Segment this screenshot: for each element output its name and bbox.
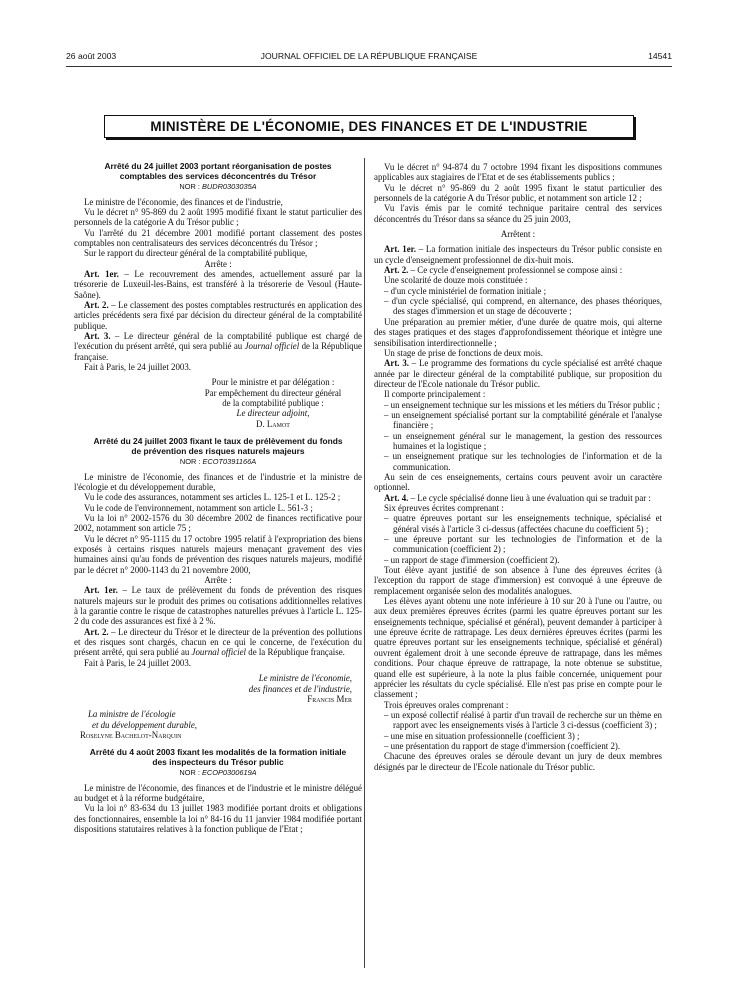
arrete3-rp2: Vu l'avis émis par le comité technique paritaire central des services déconcentrés du Trésor dans sa séance du 25 juin 2003, <box>374 203 662 224</box>
column-separator <box>364 158 365 968</box>
arrete1-art1: Art. 1er. – Le recouvrement des amendes, actuellement assuré par la trésorerie de Luxeuil-les-Bains, est transféré à la trésorerie de Vesoul (Haute-Saône). <box>74 268 362 300</box>
header-date: 26 août 2003 <box>66 51 117 61</box>
arrete3-art4: Art. 4. – Le cycle spécialisé donne lieu à une évaluation qui se traduit par : <box>384 492 651 503</box>
arrete3-rp1: Vu le décret n° 95-869 du 2 août 1995 fixant le statut particulier des personnels de la catégorie A du Trésor public, et notamment son article 12 ; <box>374 182 662 204</box>
arrete3-art2-l2: Une préparation au premier métier, d'une durée de quatre mois, qui alterne des stages pratiques et des stages d'approfondissement théorique et intègre une sensibilisation interdirectionnelle ; <box>374 316 662 348</box>
arrete3-art2: Art. 2. – Ce cycle d'enseignement professionnel se compose ainsi : <box>384 265 623 276</box>
arrete3-art2-b0: – d'un cycle ministériel de formation initiale ; <box>384 285 547 296</box>
arrete2-sigA2: des finances et de l'industrie, <box>248 683 352 694</box>
arrete3-art3-b0: – un enseignement technique sur les missions et les métiers du Trésor public ; <box>384 399 660 410</box>
arrete3-oral-b2: – une présentation du rapport de stage d'immersion (coefficient 2). <box>384 740 621 751</box>
arrete2-sigA1: Le ministre de l'économie, <box>258 673 352 684</box>
arrete3-art4-b1: – une épreuve portant sur les technologies de l'information et de la communication (coefficient 2) ; <box>384 534 662 555</box>
header-journal-title: JOURNAL OFFICIEL DE LA RÉPUBLIQUE FRANÇAISE <box>260 51 478 61</box>
arrete1-p3: Sur le rapport du directeur général de la comptabilité publique, <box>84 248 308 259</box>
arrete3-art4-b2: – un rapport de stage d'immersion (coefficient 2). <box>384 554 560 565</box>
arrete3-art3-l1: Il comporte principalement : <box>384 389 486 400</box>
arrete3-nor: NOR : ECOP0300619A <box>179 768 257 778</box>
arrete3-art4-p1: Les élèves ayant obtenu une note inférieure à 10 sur 20 à l'une ou l'autre, ou aux deux premières épreuves écrites (parmi les quatre épreuves portant sur les enseignements technique, spécialisé et général), peuvent demander à participer à une épreuve écrite de rattrapage. Les deux dernières épreuves écrites (parmi les quatre épreuves portant sur les enseignements technique, spécialisé et général) ouvrent également droit à une seconde épreuve de rattrapage, dans les mêmes conditions. Pour chaque épreuve de rattrapage, la note obtenue se substitue, quand elle est supérieure, à la note la plus faible concernée, uniquement pour apprécier les résultats du cycle spécialisé. Elle n'est pas prise en compte pour le classement ; <box>374 596 662 700</box>
arrete3-art2-l3: Un stage de prise de fonctions de deux mois. <box>384 347 543 358</box>
arrete2-nor: NOR : ECOT0391166A <box>179 457 257 467</box>
arrete3-art1: Art. 1er. – La formation initiale des inspecteurs du Trésor public consiste en un cycle d'enseignement professionnel de dix-huit mois. <box>374 244 662 265</box>
arrete2-fait: Fait à Paris, le 24 juillet 2003. <box>84 657 191 668</box>
arrete2-p0: Le ministre de l'économie, des finances et de l'industrie et la ministre de l'écologie et du développement durable, <box>74 471 362 492</box>
arrete2-p1: Vu le code des assurances, notamment ses articles L. 125-1 et L. 125-2 ; <box>84 492 341 503</box>
arrete2-sigA3: Francis Mer <box>307 693 352 704</box>
arrete1-p2: Vu l'arrêté du 21 décembre 2001 modifié portant classement des postes comptables non centralisateurs des services déconcentrés du Trésor ; <box>74 227 362 248</box>
arrete3-art3: Art. 3. – Le programme des formations du cycle spécialisé est arrêté chaque année par le directeur général de la comptabilité publique, sur proposition du directeur de l'Ecole nationale du Trésor public. <box>374 358 663 389</box>
arrete1-art3: Art. 3. – Le directeur général de la comptabilité publique est chargé de l'exécution du présent arrêté, qui sera publié au Journal officiel de la République française. <box>74 331 363 362</box>
ministry-heading: MINISTÈRE DE L'ÉCONOMIE, DES FINANCES ET DE L'INDUSTRIE <box>104 115 634 138</box>
arrete3-art3-b1: – un enseignement spécialisé portant sur la comptabilité générale et l'analyse financière ; <box>384 409 662 431</box>
running-header <box>66 51 672 63</box>
arrete2-title: Arrêté du 24 juillet 2003 fixant le taux de prélèvement du fonds de prévention des risques naturels majeurs <box>93 436 343 456</box>
arrete3-oral-b0: – un exposé collectif réalisé à partir d'un travail de recherche sur un thème en rapport avec les enseignements visés à l'article 3 ci-dessus (coefficient 3) ; <box>384 709 662 731</box>
arrete3-art4-p0: Tout élève ayant justifié de son absence à l'une des épreuves écrites (à l'exception du rapport de stage d'immersion) est convoqué à une épreuve de remplacement organisée selon des modalités analogues. <box>374 565 662 596</box>
arrete3-oral-l1: Trois épreuves orales comprenant : <box>384 699 509 710</box>
arrete3-rp0: Vu le décret n° 94-874 du 7 octobre 1994 fixant les dispositions communes applicables aux stagiaires de l'Etat et de ses établissements publics ; <box>374 162 662 183</box>
arrete2-art2: Art. 2. – Le directeur du Trésor et le directeur de la prévention des pollutions et des risques sont chargés, chacun en ce qui le concerne, de l'exécution du présent arrêté, qui sera publié au Journal officiel de la République française. <box>74 626 363 658</box>
arrete3-p0: Le ministre de l'économie, des finances et de l'industrie et le ministre délégué au budget et à la réforme budgétaire, <box>74 782 362 804</box>
arrete3-arretent: Arrêtent : <box>500 229 536 240</box>
right-column <box>374 162 662 772</box>
arrete2-sigB2: et du développement durable, <box>92 719 197 730</box>
arrete2-p4: Vu le décret n° 95-1115 du 17 octobre 1995 relatif à l'expropriation des biens exposés à certains risques naturels majeurs menaçant gravement des vies humaines ainsi qu'au fonds de prévention des risques naturels majeurs, modifié par le décret n° 2000-1143 du 21 novembre 2000, <box>74 533 362 575</box>
arrete1-title: Arrêté du 24 juillet 2003 portant réorganisation de postes comptables des services déconcentrés du Trésor <box>104 161 332 181</box>
arrete1-sig2: Par empêchement du directeur général <box>204 387 342 398</box>
left-column <box>74 162 362 834</box>
arrete2-arrete: Arrête : <box>204 575 232 586</box>
arrete3-art4-b0: – quatre épreuves portant sur les enseignements technique, spécialisé et général visés à l'article 3 ci-dessus (affectées chacune du coefficient 5) ; <box>384 513 662 534</box>
arrete2-sigB3: Roselyne Bachelot-Narquin <box>80 729 182 740</box>
arrete1-sig3: de la comptabilité publique : <box>222 398 324 409</box>
arrete3-art2-b1: – d'un cycle spécialisé, qui comprend, en alternance, des phases théoriques, des stages d'immersion et un stage de découverte ; <box>384 296 662 317</box>
arrete1-art2: Art. 2. – Le classement des postes comptables restructurés en application des articles précédents sera fixé par décision du directeur général de la comptabilité publique. <box>74 299 362 331</box>
arrete1-fait: Fait à Paris, le 24 juillet 2003. <box>84 362 191 373</box>
header-rule <box>66 66 672 67</box>
arrete2-art1: Art. 1er. – Le taux de prélèvement du fonds de prévention des risques naturels majeurs sur le produit des primes ou cotisations additionnelles relatives à la garantie contre le risque de catastrophes naturelles prévues à l'article L. 125-2 du code des assurances est fixé à 2 %. <box>74 585 362 627</box>
arrete1-nor: NOR : BUDR0303035A <box>179 182 257 192</box>
arrete2-p3: Vu la loi n° 2002-1576 du 30 décembre 2002 de finances rectificative pour 2002, notamment son article 75 ; <box>74 513 362 534</box>
header-page-number: 14541 <box>648 51 672 61</box>
arrete3-p1: Vu la loi n° 83-634 du 13 juillet 1983 modifiée portant droits et obligations des fonctionnaires, ensemble la loi n° 84-16 du 11 janvier 1984 modifiée portant dispositions statutaires relatives à la fonction publique de l'Etat ; <box>74 803 362 835</box>
arrete2-sigB1: La ministre de l'écologie <box>88 709 176 720</box>
arrete1-sig4: Le directeur adjoint, <box>236 408 310 419</box>
arrete3-art3-b3: – un enseignement pratique sur les technologies de l'information et de la communication. <box>384 451 662 472</box>
arrete1-p1: Vu le décret n° 95-869 du 2 août 1995 modifié fixant le statut particulier des personnels de la catégorie A du Trésor public ; <box>74 206 362 228</box>
arrete3-art3-b2: – un enseignement général sur le management, la gestion des ressources humaines et la logistique ; <box>384 430 662 451</box>
arrete3-art2-l1: Une scolarité de douze mois constituée : <box>384 275 528 286</box>
arrete3-art4-l1: Six épreuves écrites comprenant : <box>384 503 504 513</box>
arrete3-title: Arrêté du 4 août 2003 fixant les modalités de la formation initiale des inspecteurs du Trésor public <box>89 747 347 767</box>
arrete3-art3-l2: Au sein de ces enseignements, certains cours peuvent avoir un caractère optionnel. <box>374 471 662 493</box>
arrete1-signatory: D. Lamot <box>256 418 290 429</box>
arrete1-sig1: Pour le ministre et par délégation : <box>211 377 335 388</box>
arrete3-last: Chacune des épreuves orales se déroule devant un jury de deux membres désignés par le directeur de l'Ecole nationale du Trésor public. <box>374 751 662 772</box>
arrete1-p0: Le ministre de l'économie, des finances et de l'industrie, <box>84 196 283 207</box>
arrete1-arrete: Arrête : <box>204 258 232 269</box>
arrete2-p2: Vu le code de l'environnement, notamment son article L. 561-3 ; <box>84 502 313 513</box>
arrete3-oral-b1: – une mise en situation professionnelle (coefficient 3) ; <box>384 730 580 741</box>
